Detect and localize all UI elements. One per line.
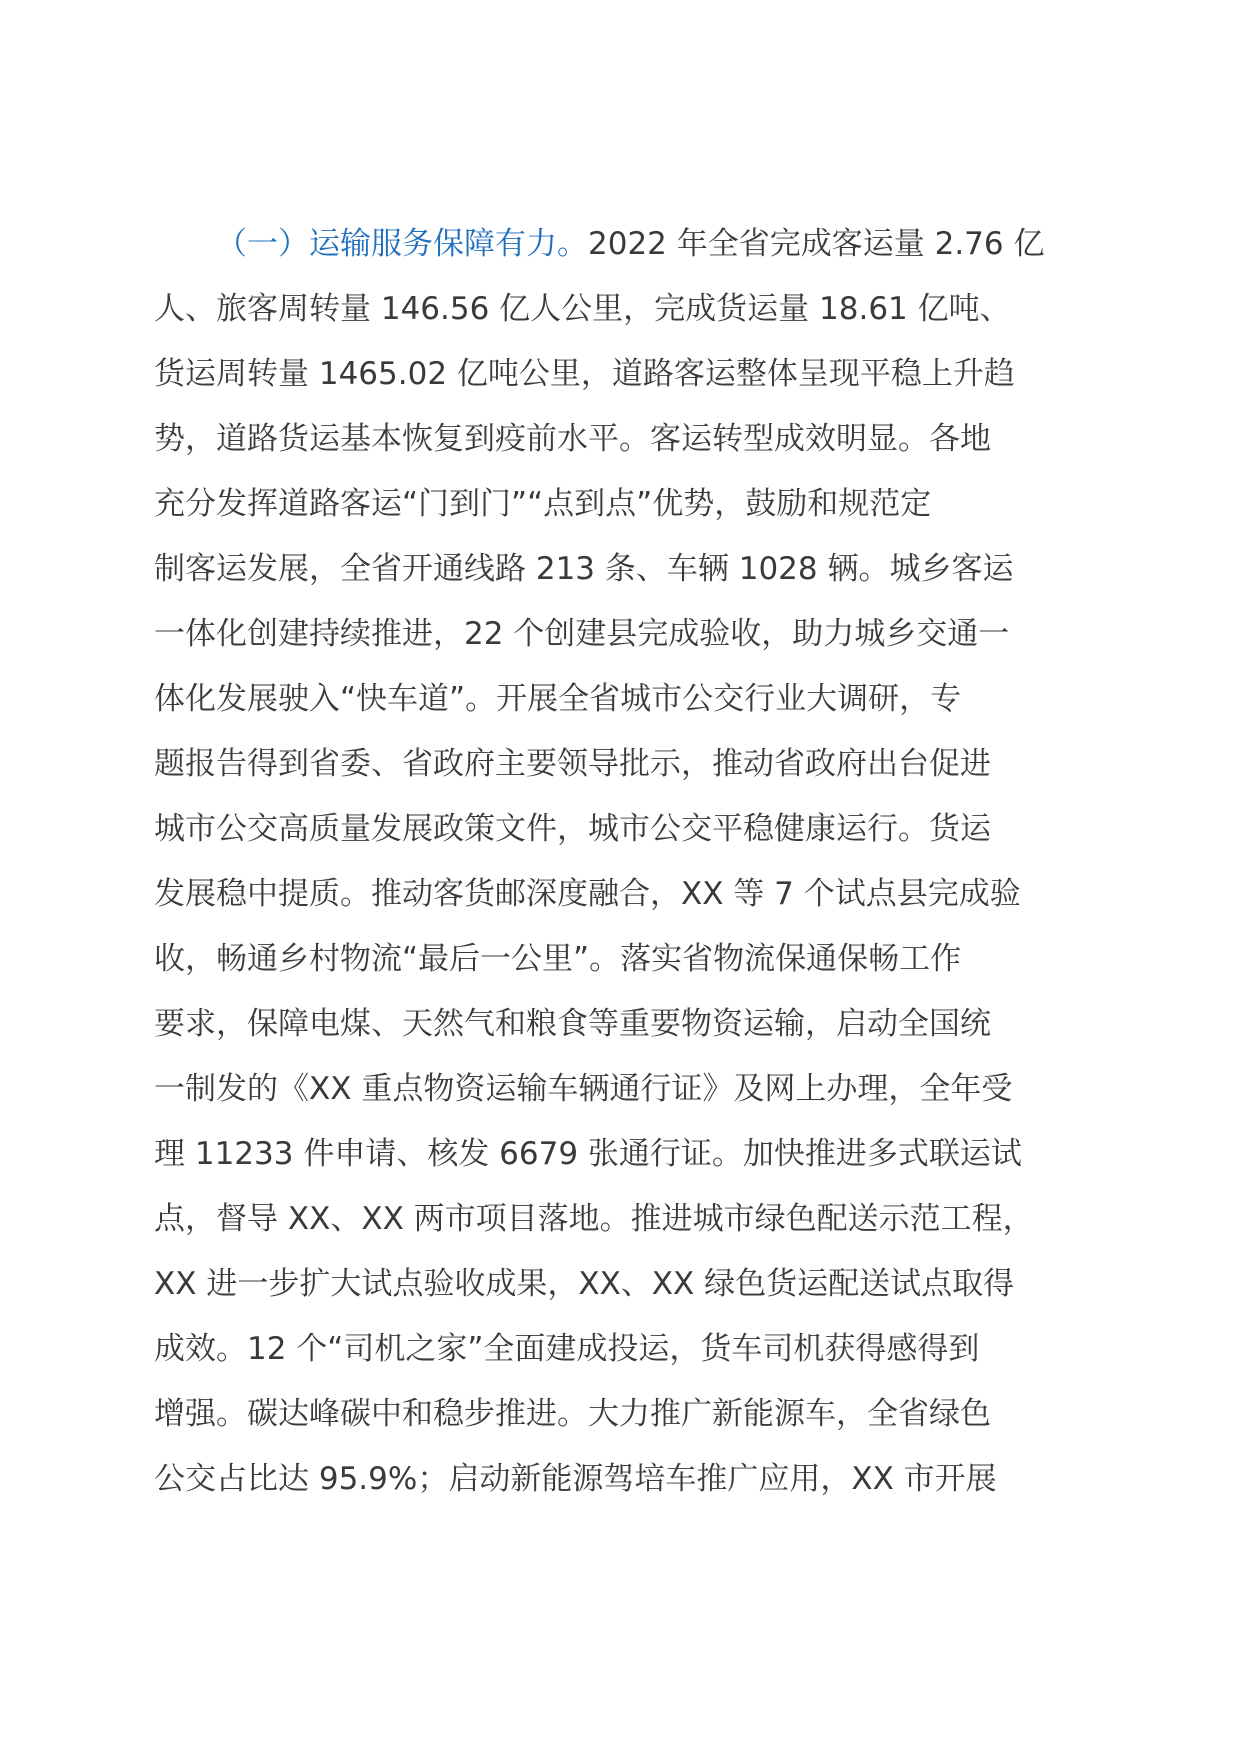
paragraph-line: 体化发展驶入“快车道”。开展全省城市公交行业大调研，专 [154, 681, 962, 717]
paragraph-line: 货运周转量 1465.02 亿吨公里，道路客运整体呈现平稳上升趋 [154, 356, 1015, 392]
first-line-text: 2022 年全省完成客运量 2.76 亿 [588, 226, 1045, 262]
paragraph-line: 增强。碳达峰碳中和稳步推进。大力推广新能源车，全省绿色 [154, 1396, 991, 1432]
paragraph-line: 成效。12 个“司机之家”全面建成投运，货车司机获得感得到 [154, 1331, 980, 1367]
paragraph-line: 一制发的《XX 重点物资运输车辆通行证》及网上办理，全年受 [154, 1071, 1013, 1107]
paragraph-line: 要求，保障电煤、天然气和粮食等重要物资运输，启动全国统 [154, 1006, 991, 1042]
paragraph-line: 理 11233 件申请、核发 6679 张通行证。加快推进多式联运试 [154, 1136, 1022, 1172]
paragraph-line: 收，畅通乡村物流“最后一公里”。落实省物流保通保畅工作 [154, 941, 962, 977]
document-body [154, 212, 1094, 1512]
paragraph-line: 制客运发展，全省开通线路 213 条、车辆 1028 辆。城乡客运 [154, 551, 1014, 587]
paragraph-line: 势，道路货运基本恢复到疫前水平。客运转型成效明显。各地 [154, 421, 991, 457]
paragraph-line: 城市公交高质量发展政策文件，城市公交平稳健康运行。货运 [154, 811, 991, 847]
paragraph-first-line [154, 212, 1094, 277]
paragraph-line: 人、旅客周转量 146.56 亿人公里，完成货运量 18.61 亿吨、 [154, 291, 1011, 327]
paragraph-line: 公交占比达 95.9%；启动新能源驾培车推广应用，XX 市开展 [154, 1461, 997, 1497]
paragraph-line: XX 进一步扩大试点验收成果，XX、XX 绿色货运配送试点取得 [154, 1266, 1015, 1302]
paragraph-line: 点，督导 XX、XX 两市项目落地。推进城市绿色配送示范工程， [154, 1201, 1034, 1237]
section-heading: （一）运输服务保障有力。 [216, 226, 588, 262]
paragraph-line: 发展稳中提质。推动客货邮深度融合，XX 等 7 个试点县完成验 [154, 876, 1021, 912]
paragraph-line: 一体化创建持续推进，22 个创建县完成验收，助力城乡交通一 [154, 616, 1010, 652]
paragraph-line: 充分发挥道路客运“门到门”“点到点”优势，鼓励和规范定 [154, 486, 932, 522]
paragraph-line: 题报告得到省委、省政府主要领导批示，推动省政府出台促进 [154, 746, 991, 782]
